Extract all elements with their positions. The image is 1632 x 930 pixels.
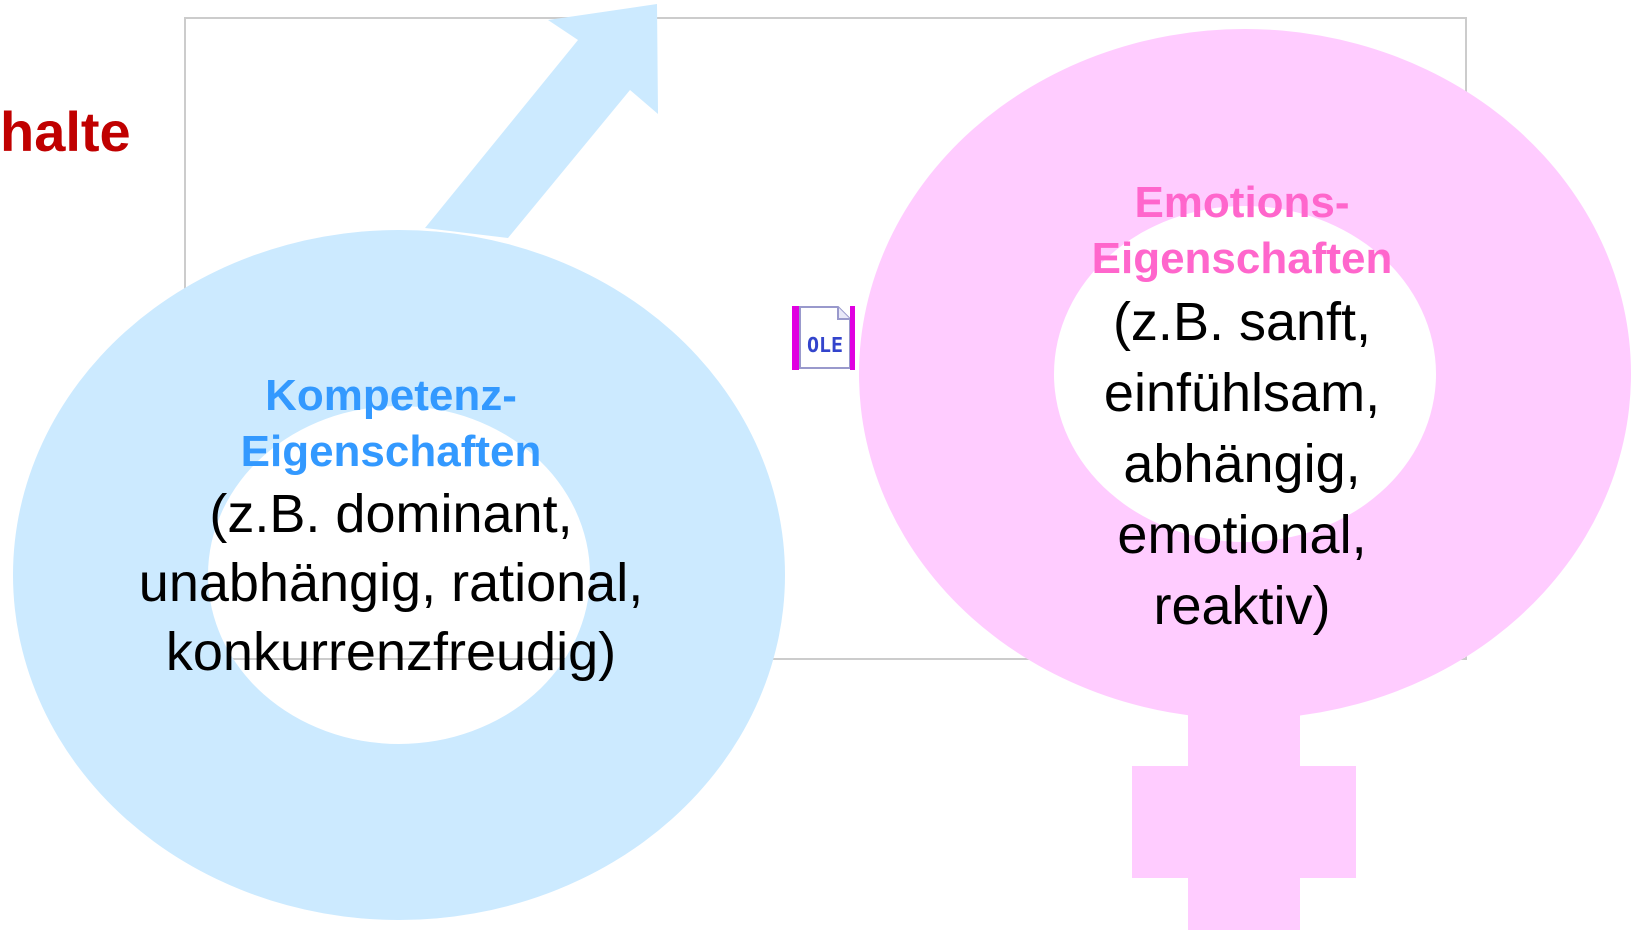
female-title-line-1: Emotions- bbox=[1134, 178, 1350, 227]
male-title-line-1: Kompetenz- bbox=[265, 371, 517, 420]
male-symbol-label bbox=[139, 368, 643, 687]
female-title-line-2: Eigenschaften bbox=[1091, 234, 1393, 283]
female-body-line-3: abhängig, emotional, bbox=[1117, 434, 1367, 565]
ole-label: OLE bbox=[806, 333, 844, 357]
female-symbol-label bbox=[1047, 175, 1437, 642]
male-body-line-3: konkurrenzfreudig) bbox=[165, 622, 617, 682]
male-title-line-2: Eigenschaften bbox=[240, 427, 542, 476]
female-body-line-2: einfühlsam, bbox=[1103, 363, 1381, 423]
female-body-line-1: (z.B. sanft, bbox=[1112, 292, 1372, 352]
ole-object-icon[interactable] bbox=[792, 306, 856, 370]
male-body-line-2: unabhängig, rational, bbox=[138, 553, 644, 613]
slide-heading-fragment: halte bbox=[0, 100, 131, 163]
male-body-line-1: (z.B. dominant, bbox=[209, 484, 573, 544]
male-symbol-arrow bbox=[425, 4, 658, 238]
female-body-line-4: reaktiv) bbox=[1153, 576, 1331, 636]
